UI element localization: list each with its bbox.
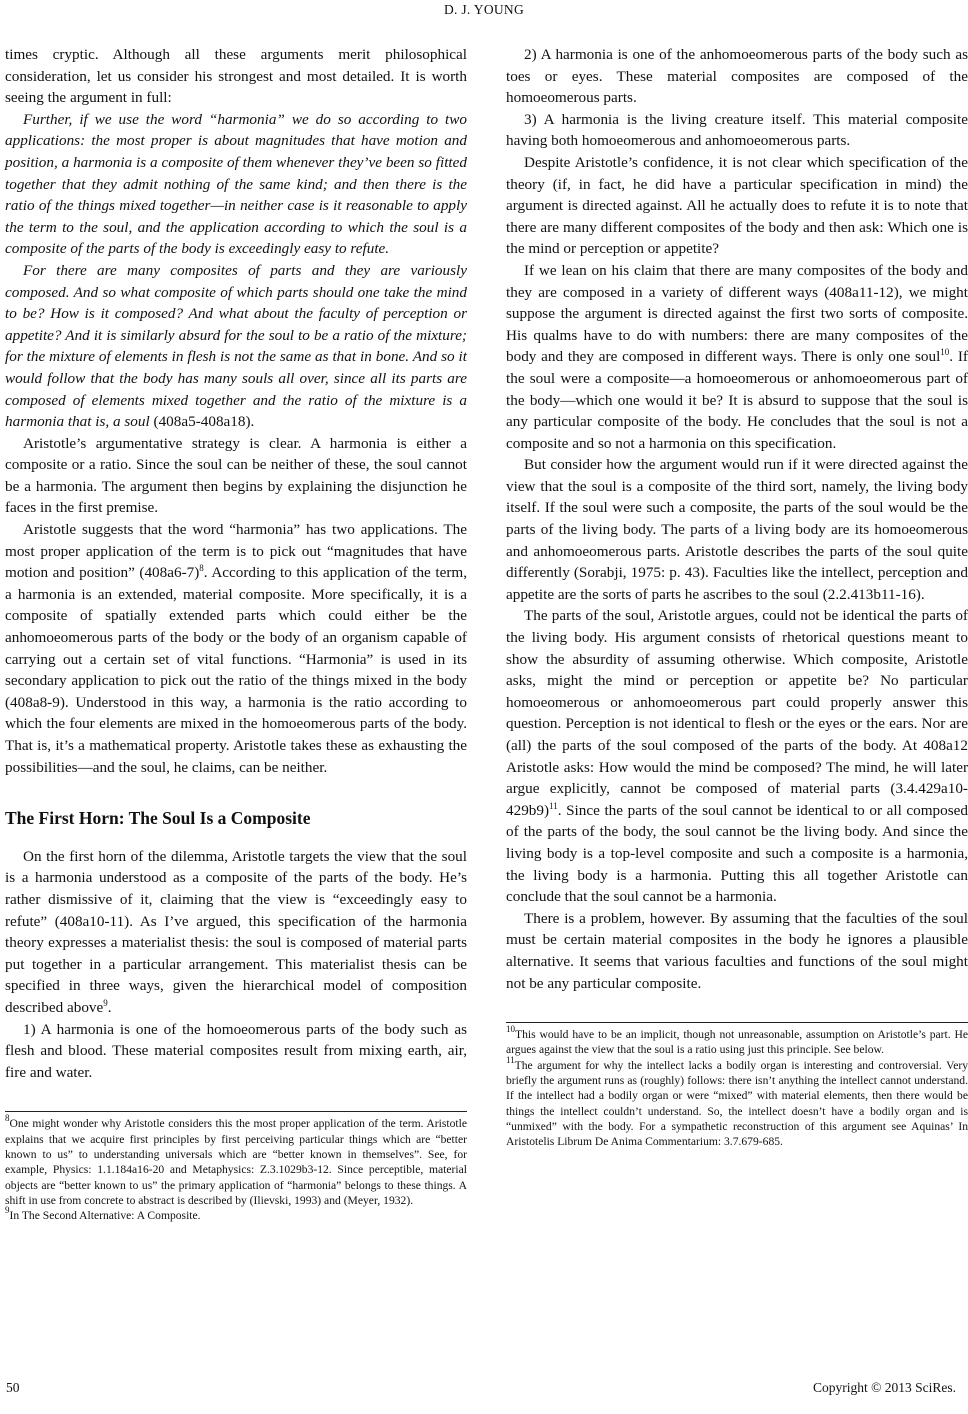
footnote-marker: 8: [199, 563, 204, 574]
block-quote: [5, 109, 467, 260]
footnote-divider: [506, 1022, 968, 1023]
body-paragraph: [506, 260, 968, 454]
body-paragraph: [506, 605, 968, 907]
body-paragraph: Despite Aristotle’s confidence, it is not clear which specification of the theory (if, in fact, he did have a particular specification in mind) the argument is directed against. All he actually does to refute it is to note that there are many different composites of the body and then ask: Which one is the mind or perception or appetite?: [506, 153, 968, 258]
block-quote: [5, 260, 467, 433]
paragraph-text: Aristotle suggests that the word “harmonia” has two applications. The most proper application of the term is to pick out “magnitudes that have motion and position” (408a6-7): [5, 521, 467, 582]
spacer: [506, 994, 968, 1008]
spacer: [5, 1083, 467, 1097]
footnote-marker: 11: [549, 800, 558, 811]
footnote-text: One might wonder why Aristotle considers this the most proper application of the term. Aristotle explains that we acquire first principles by first perceiving particular things which are “better known to us” to understanding universals which are “better known in themselves”. See, for example, Physics: 1.1.184a16-20 and Metaphysics: Z.3.1029b3-12. Since perceptible, material objects are “better known to us” the primary application of “harmonia” belongs to these things. A shift in use from concrete to abstract is described by (Ilievski, 1993) and (Meyer, 1932).: [5, 1117, 467, 1207]
body-paragraph: 1) A harmonia is one of the homoeomerous parts of the body such as flesh and blood. These material composites result from mixing earth, air, fire and water.: [5, 1020, 467, 1081]
body-paragraph: [5, 846, 467, 1019]
paragraph-text: If we lean on his claim that there are many composites of the body and they are composed in a variety of different ways (408a11-12), we might suppose the argument is directed against the first two sorts of composite. His qualms have to do with numbers: there are many composites of the body and they are composed in different ways. There is only one soul: [506, 261, 968, 366]
footnote-marker: 10: [940, 347, 950, 358]
body-paragraph: times cryptic. Although all these arguments merit philosophical consideration, let us consider his strongest and most detailed. It is worth seeing the argument in full:: [5, 46, 467, 107]
paragraph-text: .: [107, 998, 112, 1016]
footnote-number: 11: [506, 1054, 515, 1065]
footnote-marker: 9: [103, 997, 108, 1008]
body-paragraph: There is a problem, however. By assuming that the faculties of the soul must be certain material composites in the body he ignores a plausible alternative. It seems that various faculties and functions of the soul might not be any particular composite.: [506, 909, 968, 992]
footnote-divider: [5, 1111, 467, 1112]
body-paragraph: 3) A harmonia is the living creature itself. This material composite having both homoeomerous and anhomoeomerous parts.: [506, 110, 968, 150]
footnote-number: 8: [5, 1113, 10, 1124]
body-paragraph: But consider how the argument would run if it were directed against the view that the soul is a composite of the third sort, namely, the living body itself. If the soul were such a composite, the parts of the soul would be the parts of the living body. The parts of a living body are its homoeomerous and anhomoeomerous parts. Aristotle describes the parts of the soul quite differently (Sorabji, 1975: p. 43). Faculties like the intellect, perception and appetite are the sorts of parts he ascribes to the soul (2.2.413b11-16).: [506, 456, 968, 603]
footnote-number: 9: [5, 1205, 10, 1216]
footnote: [5, 1205, 467, 1223]
body-paragraph: [5, 519, 467, 778]
body-paragraph: Aristotle’s argumentative strategy is clear. A harmonia is either a composite or a ratio. Since the soul can be neither of these, the soul cannot be a harmonia. The argument then begins by explaining the disjunction he faces in the first premise.: [5, 434, 467, 517]
footnote: [5, 1113, 467, 1208]
footnote-text: This would have to be an implicit, though not unreasonable, assumption on Aristotle’s part. He argues against the view that the soul is a ratio using just this principle. See below.: [506, 1028, 968, 1057]
body-paragraph: 2) A harmonia is one of the anhomoeomerous parts of the body such as toes or eyes. These material composites are composed of the homoeomerous parts.: [506, 46, 968, 107]
footnote: [506, 1054, 968, 1150]
paragraph-text: . Since the parts of the soul cannot be identical to or all composed of the parts of the body, the soul cannot be the living body. And since the living body is a top-level composite and such a composite is a harmonia, the living body is a harmonia. Putting this all together Aristotle can conclude that the soul cannot be a harmonia.: [506, 801, 968, 906]
footnote-text: The argument for why the intellect lacks a bodily organ is interesting and controversial. Very briefly the argument runs as (roughly) follows: there isn’t anything the intellect cannot understand. If the intellect had a bodily organ or were “mixed” with material elements, then there would be things the intellect couldn’t understand. So, the intellect doesn’t have a bodily organ and is “unmixed” with the body. For a sympathetic reconstruction of this argument see Aquinas’ In Aristotelis Librum De Anima Commentarium: 3.7.679-685.: [506, 1058, 968, 1149]
paragraph-text: The parts of the soul, Aristotle argues, could not be identical the parts of the living body. His argument consists of rhetorical questions meant to show the absurdity of assuming otherwise. Which composite, Aristotle asks, might the mind or perception or appetite be? No particular homoeomerous or anhomoeomerous part could properly answer this question. Perception is not identical to flesh or the eyes or the ears. Nor are (all) the parts of the soul composed of the parts of the body. At 408a12 Aristotle asks: How would the mind be composed? The mind, he will later argue explicitly, cannot be composed of material parts (3.4.429a10-429b9): [506, 607, 968, 819]
paragraph-text: On the first horn of the dilemma, Aristotle targets the view that the soul is a harmonia understood as a composite of the parts of the body. He’s rather dismissive of it, claiming that the view is “exceedingly easy to refute” (408a10-11). As I’ve argued, this specification of the harmonia theory expresses a materialist thesis: the soul is composed of material parts put together in a particular arrangement. This materialist thesis can be specified in three ways, given the hierarchical model of composition described above: [5, 847, 467, 1016]
quote-citation: (408a5-408a18).: [153, 413, 255, 431]
quote-text: Further, if we use the word “harmonia” we do so according to two applications: the most proper is about magnitudes that have motion and position, a harmonia is a composite of them whenever they’ve been so fitted together that they admit nothing of the same kind; and then there is the ratio of the things mixed together—in neither case is it reasonable to apply the term to the soul, and the application according to which the soul is a composite of the parts of the body is exceedingly easy to refute.: [5, 110, 467, 258]
left-column: [5, 44, 467, 1223]
page-number: 50: [6, 1380, 20, 1395]
footnote: [506, 1024, 968, 1058]
quote-text: For there are many composites of parts and they are variously composed. And so what composite of which parts should one take the mind to be? How is it composed? And what about the faculty of perception or appetite? And it is similarly absurd for the soul to be a ratio of the mixture; for the mixture of elements in flesh is not the same as that in bone. And so it would follow that the body has many souls all over, since all its parts are composed of elements mixed together and the ratio of the mixture is a harmonia that is, a soul: [5, 261, 467, 431]
footnote-text: In The Second Alternative: A Composite.: [9, 1209, 201, 1223]
right-column: [506, 44, 968, 1150]
copyright-notice: Copyright © 2013 SciRes.: [812, 1380, 956, 1395]
section-heading: The First Horn: The Soul Is a Composite: [5, 808, 311, 829]
running-header: D. J. YOUNG: [443, 2, 525, 17]
footnote-number: 10: [506, 1024, 515, 1035]
paragraph-text: . According to this application of the term, a harmonia is an extended, material composite. More specifically, it is a composite of spatially extended parts which could either be the anhomoeomerous parts of the body or the body of an organism capable of carrying out a certain set of vital functions. “Harmonia” is used in its secondary application to pick out the ratio of the things mixed in the body (408a8-9). Understood in this way, a harmonia is the ratio according to which the four elements are mixed in the homoeomerous parts of the body. That is, it’s a mathematical property. Aristotle takes these as exhausting the possibilities—and the soul, he claims, can be neither.: [5, 564, 467, 776]
paragraph-text: . If the soul were a composite—a homoeomerous or anhomoeomerous part of the body—which one would it be? It is absurd to suppose that the soul is any particular composite of the body. He concludes that the soul is not a composite and so not a harmonia on this specification.: [506, 348, 968, 452]
